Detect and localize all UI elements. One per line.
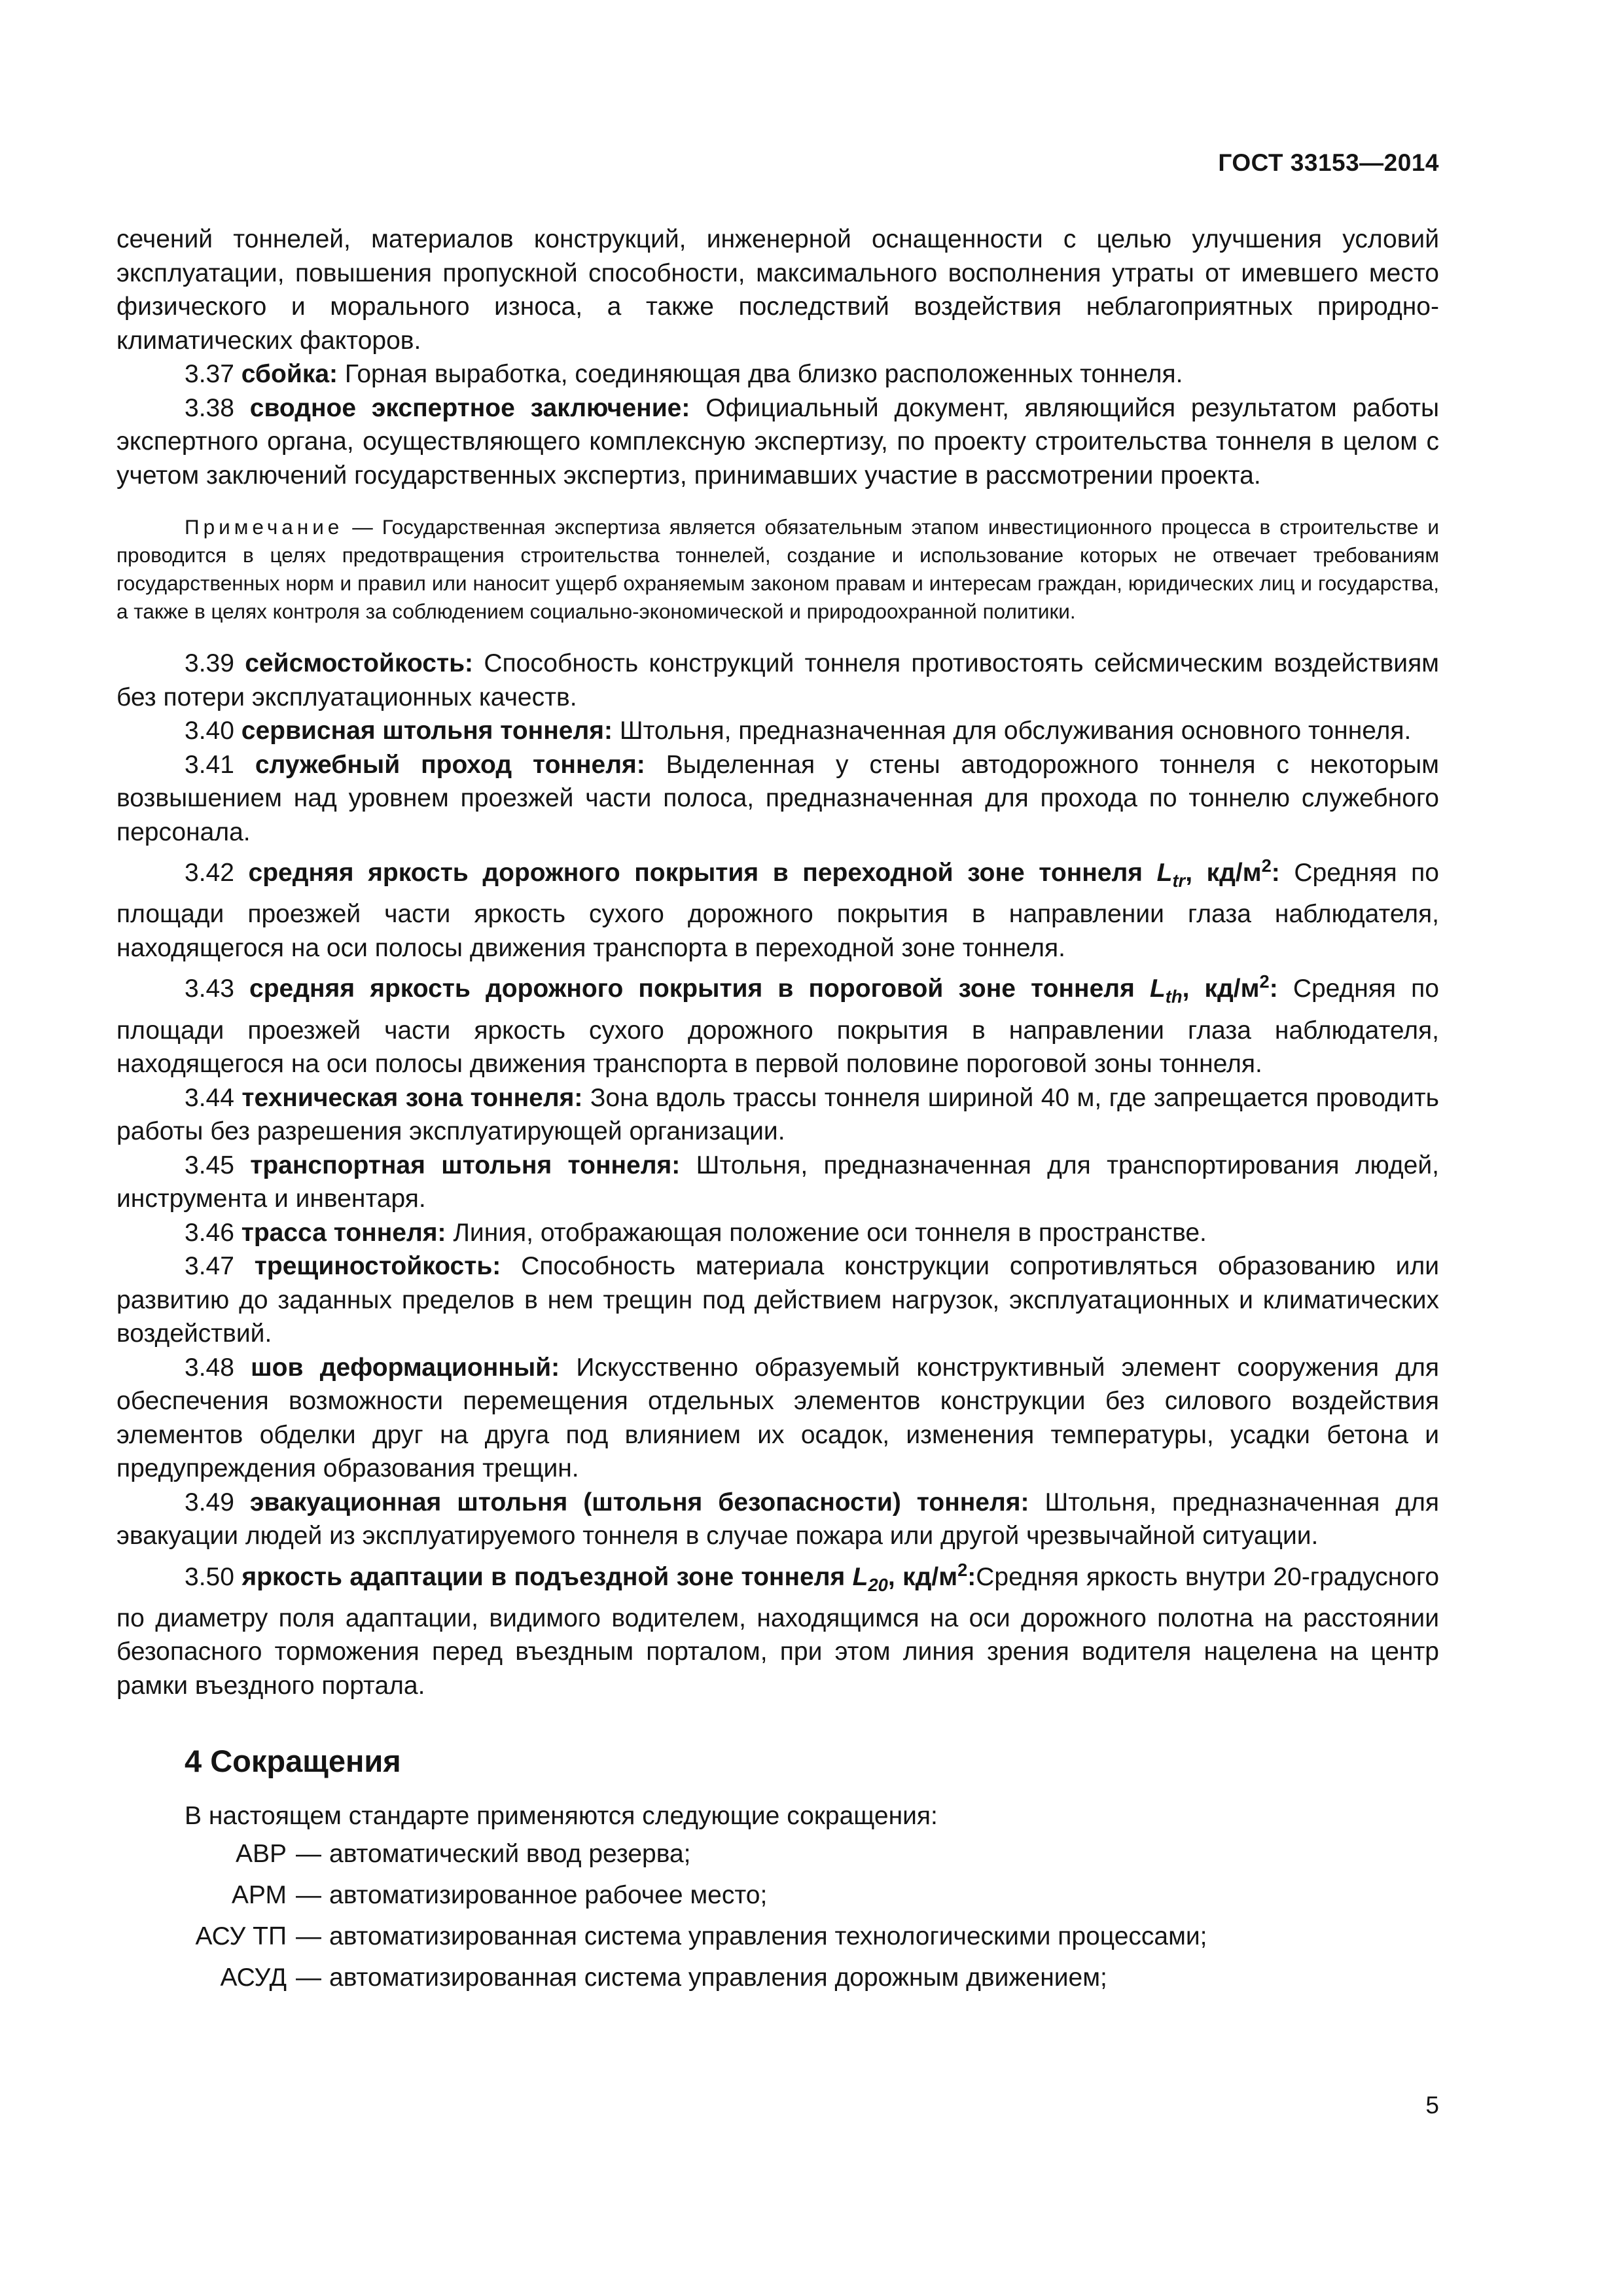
term-symbol-subscript: 20: [868, 1574, 888, 1595]
term-number: 3.49: [185, 1488, 234, 1516]
term-unit-exponent: 2: [1261, 855, 1272, 876]
page-number: 5: [1425, 2092, 1439, 2119]
term-name: трещиностойкость:: [254, 1252, 501, 1281]
term-definition: Способность конструкций тоннеля противостоять сейсмическим воздействиям без потери эксплуатационных качеств.: [116, 649, 1439, 711]
term-3-46: [116, 1216, 1439, 1250]
abbreviation-definition: автоматизированная система управления дорожным движением;: [329, 1963, 1107, 1992]
term-name: яркость адаптации в подъездной зоне тоннеля: [241, 1562, 846, 1591]
paragraph-text: сечений тоннелей, материалов конструкций, инженерной оснащенности с целью улучшения условий эксплуатации, повышения пропускной способности, максимального восполнения утраты от имевшего место физического и морального износа, а также последствий воздействия неблагоприятных природно-климатических факторов.: [116, 225, 1439, 355]
term-symbol: L: [1156, 859, 1173, 887]
abbreviation-dash: —: [296, 1880, 321, 1909]
term-symbol: L: [852, 1562, 868, 1591]
term-definition: Выделенная у стены автодорожного тоннеля с некоторым возвышением над уровнем проезжей части полоса, предназначенная для прохода по тоннелю служебного персонала.: [116, 750, 1439, 846]
abbreviation-dash: —: [296, 1839, 321, 1868]
term-3-44: [116, 1081, 1439, 1149]
term-name: средняя яркость дорожного покрытия в переходной зоне тоннеля: [248, 859, 1143, 887]
term-unit-exponent: 2: [1259, 971, 1270, 992]
abbreviation: АРМ: [231, 1880, 287, 1909]
continued-paragraph: [116, 223, 1439, 357]
term-definition: Штольня, предназначенная для транспортирования людей, инструмента и инвентаря.: [116, 1151, 1439, 1213]
note-text: — Государственная экспертиза является обязательным этапом инвестиционного процесса в строительстве и проводится в целях предотвращения строительства тоннелей, создание и использование которых не отвечает требованиям государственных норм и правил или наносит ущерб охраняемым законом правам и интересам граждан, юридических лиц и государства, а также в целях контроля за соблюдением социально-экономической и природоохранной политики.: [116, 515, 1439, 623]
term-definition: Штольня, предназначенная для обслуживания основного тоннеля.: [619, 717, 1412, 745]
section-intro: [116, 1799, 1439, 1833]
term-name-with-symbol: [241, 1559, 976, 1595]
term-unit: , кд/м: [1182, 975, 1260, 1003]
term-definition: Способность материала конструкции сопротивляться образованию или развитию до заданных пределов в нем трещин под действием нагрузок, эксплуатационных и климатических воздействий.: [116, 1252, 1439, 1348]
term-name: сбойка:: [241, 360, 338, 388]
term-3-43: [116, 965, 1439, 1081]
term-number: 3.50: [185, 1562, 234, 1591]
term-number: 3.39: [185, 649, 234, 677]
term-3-49: [116, 1486, 1439, 1553]
term-3-40: [116, 714, 1439, 748]
abbreviation-item: [116, 1957, 1439, 1998]
term-definition: Средняя по площади проезжей части яркость сухого дорожного покрытия в направлении глаза наблюдателя, находящегося на оси полосы движения транспорта в первой половине пороговой зоны тоннеля.: [116, 975, 1439, 1079]
note-label: Примечание: [185, 515, 344, 539]
term-number: 3.38: [185, 393, 234, 422]
abbreviation-list: [116, 1833, 1439, 1998]
term-symbol-subscript: th: [1165, 986, 1183, 1007]
abbreviation-definition: автоматический ввод резерва;: [329, 1839, 691, 1868]
term-name: техническая зона тоннеля:: [241, 1083, 583, 1112]
section-intro-text: В настоящем стандарте применяются следующие сокращения:: [185, 1802, 938, 1831]
term-name: сейсмостойкость:: [245, 649, 474, 677]
term-definition: Средняя по площади проезжей части яркость сухого дорожного покрытия в направлении глаза наблюдателя, находящегося на оси полосы движения транспорта в переходной зоне тоннеля.: [116, 859, 1439, 962]
term-colon: :: [1269, 975, 1278, 1003]
term-name: эвакуационная штольня (штольня безопасности) тоннеля:: [249, 1488, 1029, 1516]
term-number: 3.45: [185, 1151, 234, 1179]
term-definition: Средняя яркость внутри 20-градусного по диаметру поля адаптации, видимого водителем, находящимся на оси дорожного полотна на расстоянии безопасного торможения перед въездным порталом, при этом линия зрения водителя нацелена на центр рамки въездного портала.: [116, 1562, 1440, 1700]
term-name: трасса тоннеля:: [241, 1218, 446, 1247]
term-definition: Искусственно образуемый конструктивный элемент сооружения для обеспечения возможности перемещения отдельных элементов конструкции без силового воздействия элементов обделки друг на друга под влиянием их осадок, изменения температуры, усадки бетона и предупреждения образования трещин.: [116, 1353, 1439, 1483]
document-code-header: ГОСТ 33153—2014: [1218, 149, 1439, 176]
term-unit-exponent: 2: [957, 1559, 968, 1580]
term-name-with-symbol: [249, 971, 1278, 1007]
page-body: [116, 223, 1439, 1998]
term-name-with-symbol: [248, 855, 1280, 891]
term-number: 3.41: [185, 750, 234, 779]
term-3-47: [116, 1249, 1439, 1351]
abbreviation-item: [116, 1916, 1439, 1957]
abbreviation: АВР: [235, 1839, 287, 1868]
term-3-45: [116, 1149, 1439, 1216]
note-block: [116, 513, 1439, 626]
abbreviation: АСУ ТП: [195, 1922, 287, 1950]
term-number: 3.37: [185, 360, 234, 388]
term-name: служебный проход тоннеля:: [255, 750, 645, 779]
term-name: сводное экспертное заключение:: [249, 393, 690, 422]
term-name: средняя яркость дорожного покрытия в пороговой зоне тоннеля: [249, 975, 1135, 1003]
term-name: сервисная штольня тоннеля:: [241, 717, 613, 745]
term-3-39: [116, 647, 1439, 714]
abbreviation-definition: автоматизированная система управления технологическими процессами;: [329, 1922, 1207, 1950]
abbreviation-item: [116, 1874, 1439, 1916]
term-colon: :: [967, 1562, 976, 1591]
term-3-41: [116, 748, 1439, 850]
term-definition: Линия, отображающая положение оси тоннеля в пространстве.: [453, 1218, 1207, 1247]
term-colon: :: [1271, 859, 1280, 887]
abbreviation-dash: —: [296, 1963, 321, 1992]
term-name: транспортная штольня тоннеля:: [250, 1151, 681, 1179]
term-number: 3.42: [185, 859, 234, 887]
term-definition: Зона вдоль трассы тоннеля шириной 40 м, где запрещается проводить работы без разрешения эксплуатирующей организации.: [116, 1083, 1439, 1146]
term-number: 3.43: [185, 975, 234, 1003]
term-3-37: [116, 357, 1439, 391]
term-3-50: [116, 1553, 1439, 1703]
abbreviation-item: [116, 1833, 1439, 1874]
term-definition: Штольня, предназначенная для эвакуации людей из эксплуатируемого тоннеля в случае пожара или другой чрезвычайной ситуации.: [116, 1488, 1439, 1551]
term-number: 3.47: [185, 1252, 234, 1281]
abbreviation-dash: —: [296, 1922, 321, 1950]
term-number: 3.40: [185, 717, 234, 745]
term-definition: Официальный документ, являющийся результатом работы экспертного органа, осуществляющего комплексную экспертизу, по проекту строительства тоннеля в целом с учетом заключений государственных экспертиз, принимавших участие в рассмотрении проекта.: [116, 393, 1440, 490]
term-3-48: [116, 1351, 1439, 1486]
term-number: 3.48: [185, 1353, 234, 1382]
term-unit: , кд/м: [887, 1562, 958, 1591]
term-symbol-subscript: tr: [1172, 870, 1186, 891]
term-3-42: [116, 849, 1439, 965]
term-name: шов деформационный:: [251, 1353, 560, 1382]
term-unit: , кд/м: [1185, 859, 1262, 887]
term-symbol: L: [1149, 975, 1166, 1003]
abbreviation: АСУД: [220, 1963, 287, 1992]
abbreviation-definition: автоматизированное рабочее место;: [329, 1880, 768, 1909]
term-definition: Горная выработка, соединяющая два близко расположенных тоннеля.: [344, 360, 1183, 388]
term-number: 3.44: [185, 1083, 234, 1112]
term-3-38: [116, 391, 1439, 493]
section-heading: 4 Сокращения: [185, 1744, 401, 1779]
term-number: 3.46: [185, 1218, 234, 1247]
